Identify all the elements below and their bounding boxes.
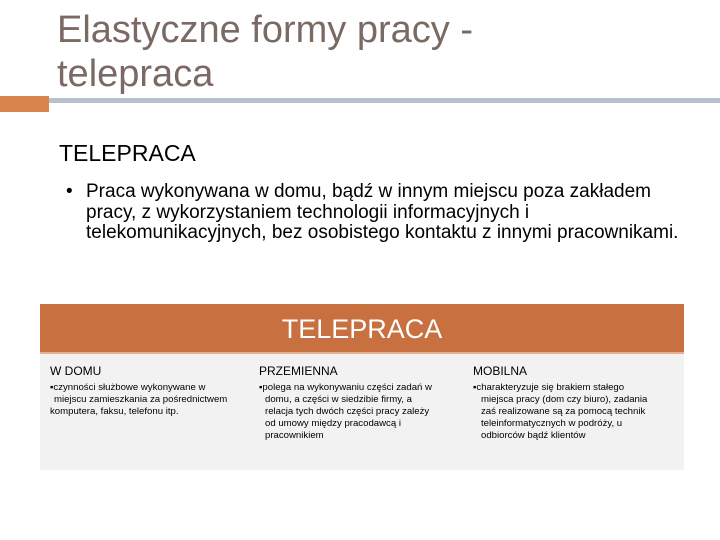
text-line: teleinformatycznych w podróży, u [481, 418, 623, 429]
text-line: zaś realizowane są za pomocą technik [481, 406, 646, 417]
diagram-header-divider [40, 352, 684, 354]
text-line: ▪polega na wykonywaniu części zadań w [259, 382, 432, 393]
text-line: miejsca pracy (dom czy biuro), zadania [481, 394, 648, 405]
text-line: pracownikiem [265, 430, 324, 441]
text-line: domu, a części w siedzibie firmy, a [265, 394, 412, 405]
text-line: relacja tych dwóch części pracy zależy [265, 406, 430, 417]
column-title-przemienna: PRZEMIENNA [259, 364, 338, 378]
title-divider [49, 98, 720, 103]
bullet-text: Praca wykonywana w domu, bądź w innym miejscu poza zakładem pracy, z wykorzystaniem technologii informacyjnych i telekomunikacyjnych, bez osobistego kontaktu z innymi pracownikami. [86, 181, 679, 243]
text-line: ▪charakteryzuje się brakiem stałego [473, 382, 625, 393]
slide-title-line2: telepraca [57, 53, 214, 95]
column-title-mobilna: MOBILNA [473, 364, 528, 378]
text-line: miejscu zamieszkania za pośrednictwem [54, 394, 228, 405]
bullet-list [66, 182, 686, 244]
text-line: od umowy między pracodawcą i [265, 418, 401, 429]
column-title-w-domu: W DOMU [50, 364, 102, 378]
text-line: odbiorców bądź klientów [481, 430, 586, 441]
text-line: ▪czynności służbowe wykonywane w [50, 382, 206, 393]
title-accent-block [0, 96, 49, 112]
slide-title [57, 8, 697, 96]
telepraca-diagram [40, 304, 684, 470]
column-text-mobilna [473, 382, 647, 442]
slide-title-line1: Elastyczne formy pracy - [57, 9, 473, 51]
text-line: komputera, faksu, telefonu itp. [50, 406, 179, 417]
section-heading: TELEPRACA [59, 140, 196, 166]
column-text-przemienna [259, 382, 432, 442]
column-text-w-domu [50, 382, 227, 418]
bullet-item [66, 182, 686, 244]
diagram-header: TELEPRACA [40, 304, 684, 352]
bullet-mark: • [66, 181, 73, 202]
